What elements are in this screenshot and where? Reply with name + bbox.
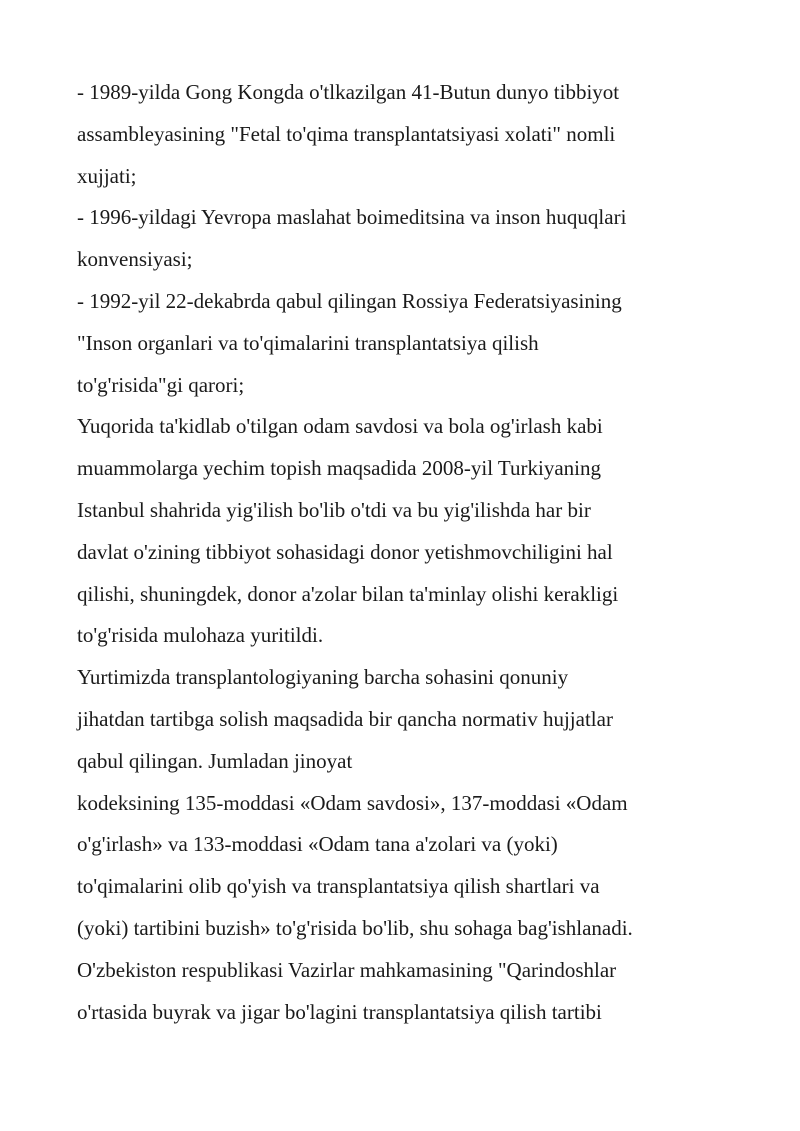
text-line: xujjati;: [77, 163, 137, 188]
text-line: - 1989-yilda Gong Kongda o'tlkazilgan 41-Butun dunyo tibbiyot: [77, 80, 620, 104]
text-line: Yurtimizda transplantologiyaning barcha sohasini qonuniy: [77, 665, 569, 690]
text-line: - 1996-yildagi Yevropa maslahat boimeditsina va inson huquqlari: [77, 205, 627, 230]
text-line: to'g'risida mulohaza yuritildi.: [77, 623, 324, 648]
text-line: O'zbekiston respublikasi Vazirlar mahkamasining "Qarindoshlar: [77, 957, 617, 982]
text-line: qilishi, shuningdek, donor a'zolar bilan ta'minlay olishi kerakligi: [77, 581, 619, 606]
text-line: davlat o'zining tibbiyot sohasidagi donor yetishmovchiligini hal: [77, 539, 613, 564]
text-line: o'g'irlash» va 133-moddasi «Odam tana a'zolari va (yoki): [77, 832, 558, 857]
text-line: qabul qilingan. Jumladan jinoyat: [77, 748, 353, 773]
text-line: to'g'risida"gi qarori;: [77, 372, 245, 397]
text-line: to'qimalarini olib qo'yish va transplantatsiya qilish shartlari va: [77, 874, 600, 899]
text-line: kodeksining 135-moddasi «Odam savdosi», 137-moddasi «Odam: [77, 790, 628, 815]
text-line: o'rtasida buyrak va jigar bo'lagini transplantatsiya qilish tartibi: [77, 999, 602, 1024]
text-line: assambleyasining "Fetal to'qima transplantatsiyasi xolati" nomli: [77, 121, 616, 146]
text-line: Yuqorida ta'kidlab o'tilgan odam savdosi va bola og'irlash kabi: [77, 414, 603, 439]
text-line: (yoki) tartibini buzish» to'g'risida bo'lib, shu sohaga bag'ishlanadi.: [77, 915, 633, 940]
text-line: konvensiyasi;: [77, 247, 193, 272]
text-line: jihatdan tartibga solish maqsadida bir qancha normativ hujjatlar: [77, 706, 613, 731]
document-body: [77, 72, 737, 1033]
text-line: - 1992-yil 22-dekabrda qabul qilingan Rossiya Federatsiyasining: [77, 288, 622, 313]
text-line: muammolarga yechim topish maqsadida 2008-yil Turkiyaning: [77, 456, 601, 481]
text-line: "Inson organlari va to'qimalarini transplantatsiya qilish: [77, 330, 539, 355]
text-line: Istanbul shahrida yig'ilish bo'lib o'tdi va bu yig'ilishda har bir: [77, 497, 591, 522]
